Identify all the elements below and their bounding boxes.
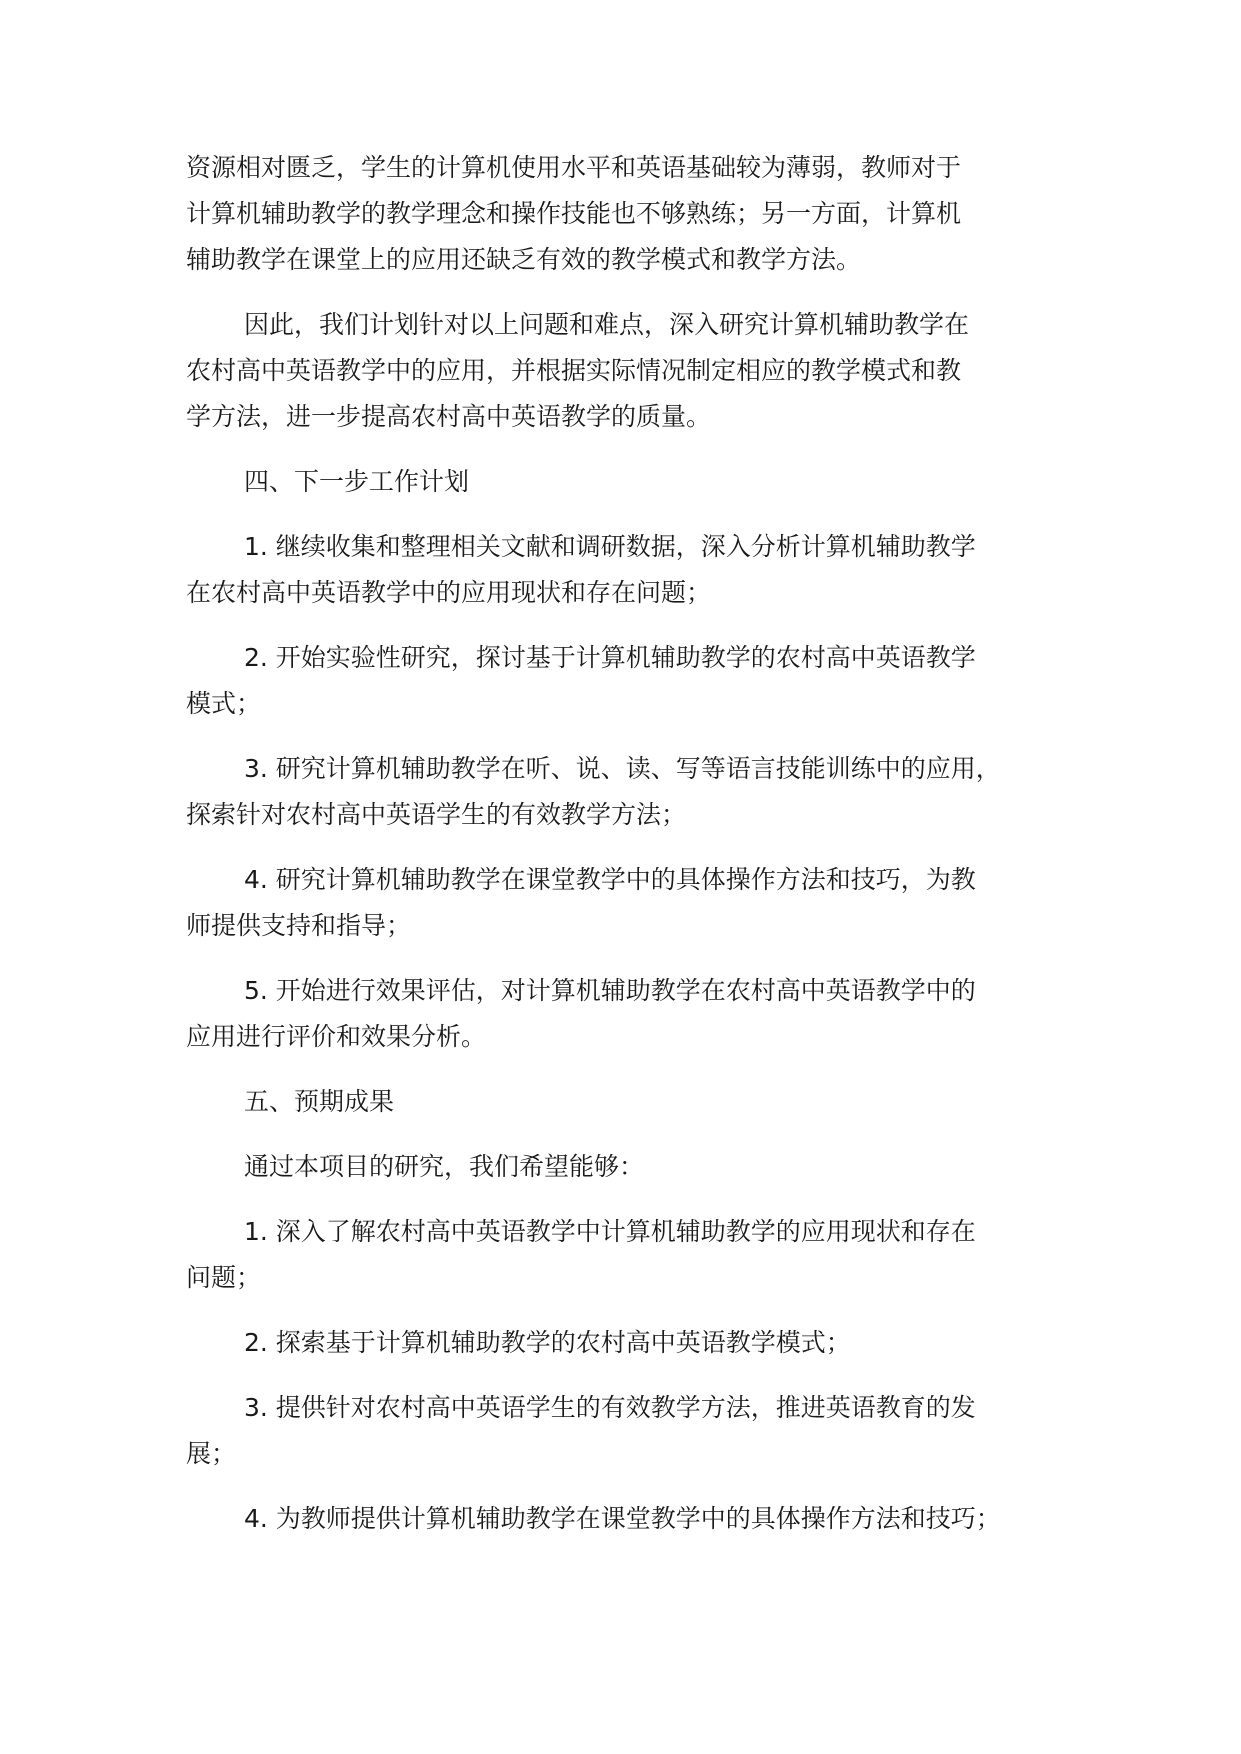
text-line: 问题； <box>186 1263 262 1292</box>
list-item <box>186 1209 1086 1301</box>
text-line: 资源相对匮乏，学生的计算机使用水平和英语基础较为薄弱，教师对于 <box>186 153 962 182</box>
text-line: 模式； <box>186 689 262 718</box>
heading-text: 四、下一步工作计划 <box>244 467 470 496</box>
paragraph-research-plan <box>186 302 1086 440</box>
section-heading-next-steps <box>186 459 1086 505</box>
document-body <box>186 145 1086 1561</box>
text-line: 2. 开始实验性研究，探讨基于计算机辅助教学的农村高中英语教学 <box>244 643 976 672</box>
text-line: 学方法，进一步提高农村高中英语教学的质量。 <box>186 402 712 431</box>
text-line: 应用进行评价和效果分析。 <box>186 1022 487 1051</box>
text-line: 师提供支持和指导； <box>186 911 412 940</box>
text-line: 3. 提供针对农村高中英语学生的有效教学方法，推进英语教育的发 <box>244 1393 976 1422</box>
list-item <box>186 1496 1086 1542</box>
text-line: 1. 深入了解农村高中英语教学中计算机辅助教学的应用现状和存在 <box>244 1217 976 1246</box>
paragraph-intro <box>186 1144 1086 1190</box>
list-item <box>186 746 1086 838</box>
text-line: 因此，我们计划针对以上问题和难点，深入研究计算机辅助教学在 <box>244 310 970 339</box>
text-line: 计算机辅助教学的教学理念和操作技能也不够熟练；另一方面，计算机 <box>186 199 962 228</box>
text-line: 辅助教学在课堂上的应用还缺乏有效的教学模式和教学方法。 <box>186 245 862 274</box>
text-line: 4. 研究计算机辅助教学在课堂教学中的具体操作方法和技巧，为教 <box>244 865 976 894</box>
text-line: 通过本项目的研究，我们希望能够： <box>244 1152 645 1181</box>
list-item <box>186 968 1086 1060</box>
text-line: 农村高中英语教学中的应用，并根据实际情况制定相应的教学模式和教 <box>186 356 962 385</box>
list-item <box>186 524 1086 616</box>
list-item <box>186 635 1086 727</box>
section-heading-expected-results <box>186 1079 1086 1125</box>
list-item <box>186 1385 1086 1477</box>
list-item <box>186 857 1086 949</box>
heading-text: 五、预期成果 <box>244 1087 395 1116</box>
text-line: 在农村高中英语教学中的应用现状和存在问题； <box>186 578 712 607</box>
text-line: 4. 为教师提供计算机辅助教学在课堂教学中的具体操作方法和技巧； <box>244 1504 1001 1533</box>
paragraph-resource-shortage <box>186 145 1086 283</box>
text-line: 3. 研究计算机辅助教学在听、说、读、写等语言技能训练中的应用， <box>244 754 1001 783</box>
text-line: 探索针对农村高中英语学生的有效教学方法； <box>186 800 687 829</box>
list-item <box>186 1320 1086 1366</box>
text-line: 展； <box>186 1439 237 1468</box>
text-line: 5. 开始进行效果评估，对计算机辅助教学在农村高中英语教学中的 <box>244 976 976 1005</box>
text-line: 1. 继续收集和整理相关文献和调研数据，深入分析计算机辅助教学 <box>244 532 976 561</box>
text-line: 2. 探索基于计算机辅助教学的农村高中英语教学模式； <box>244 1328 851 1357</box>
